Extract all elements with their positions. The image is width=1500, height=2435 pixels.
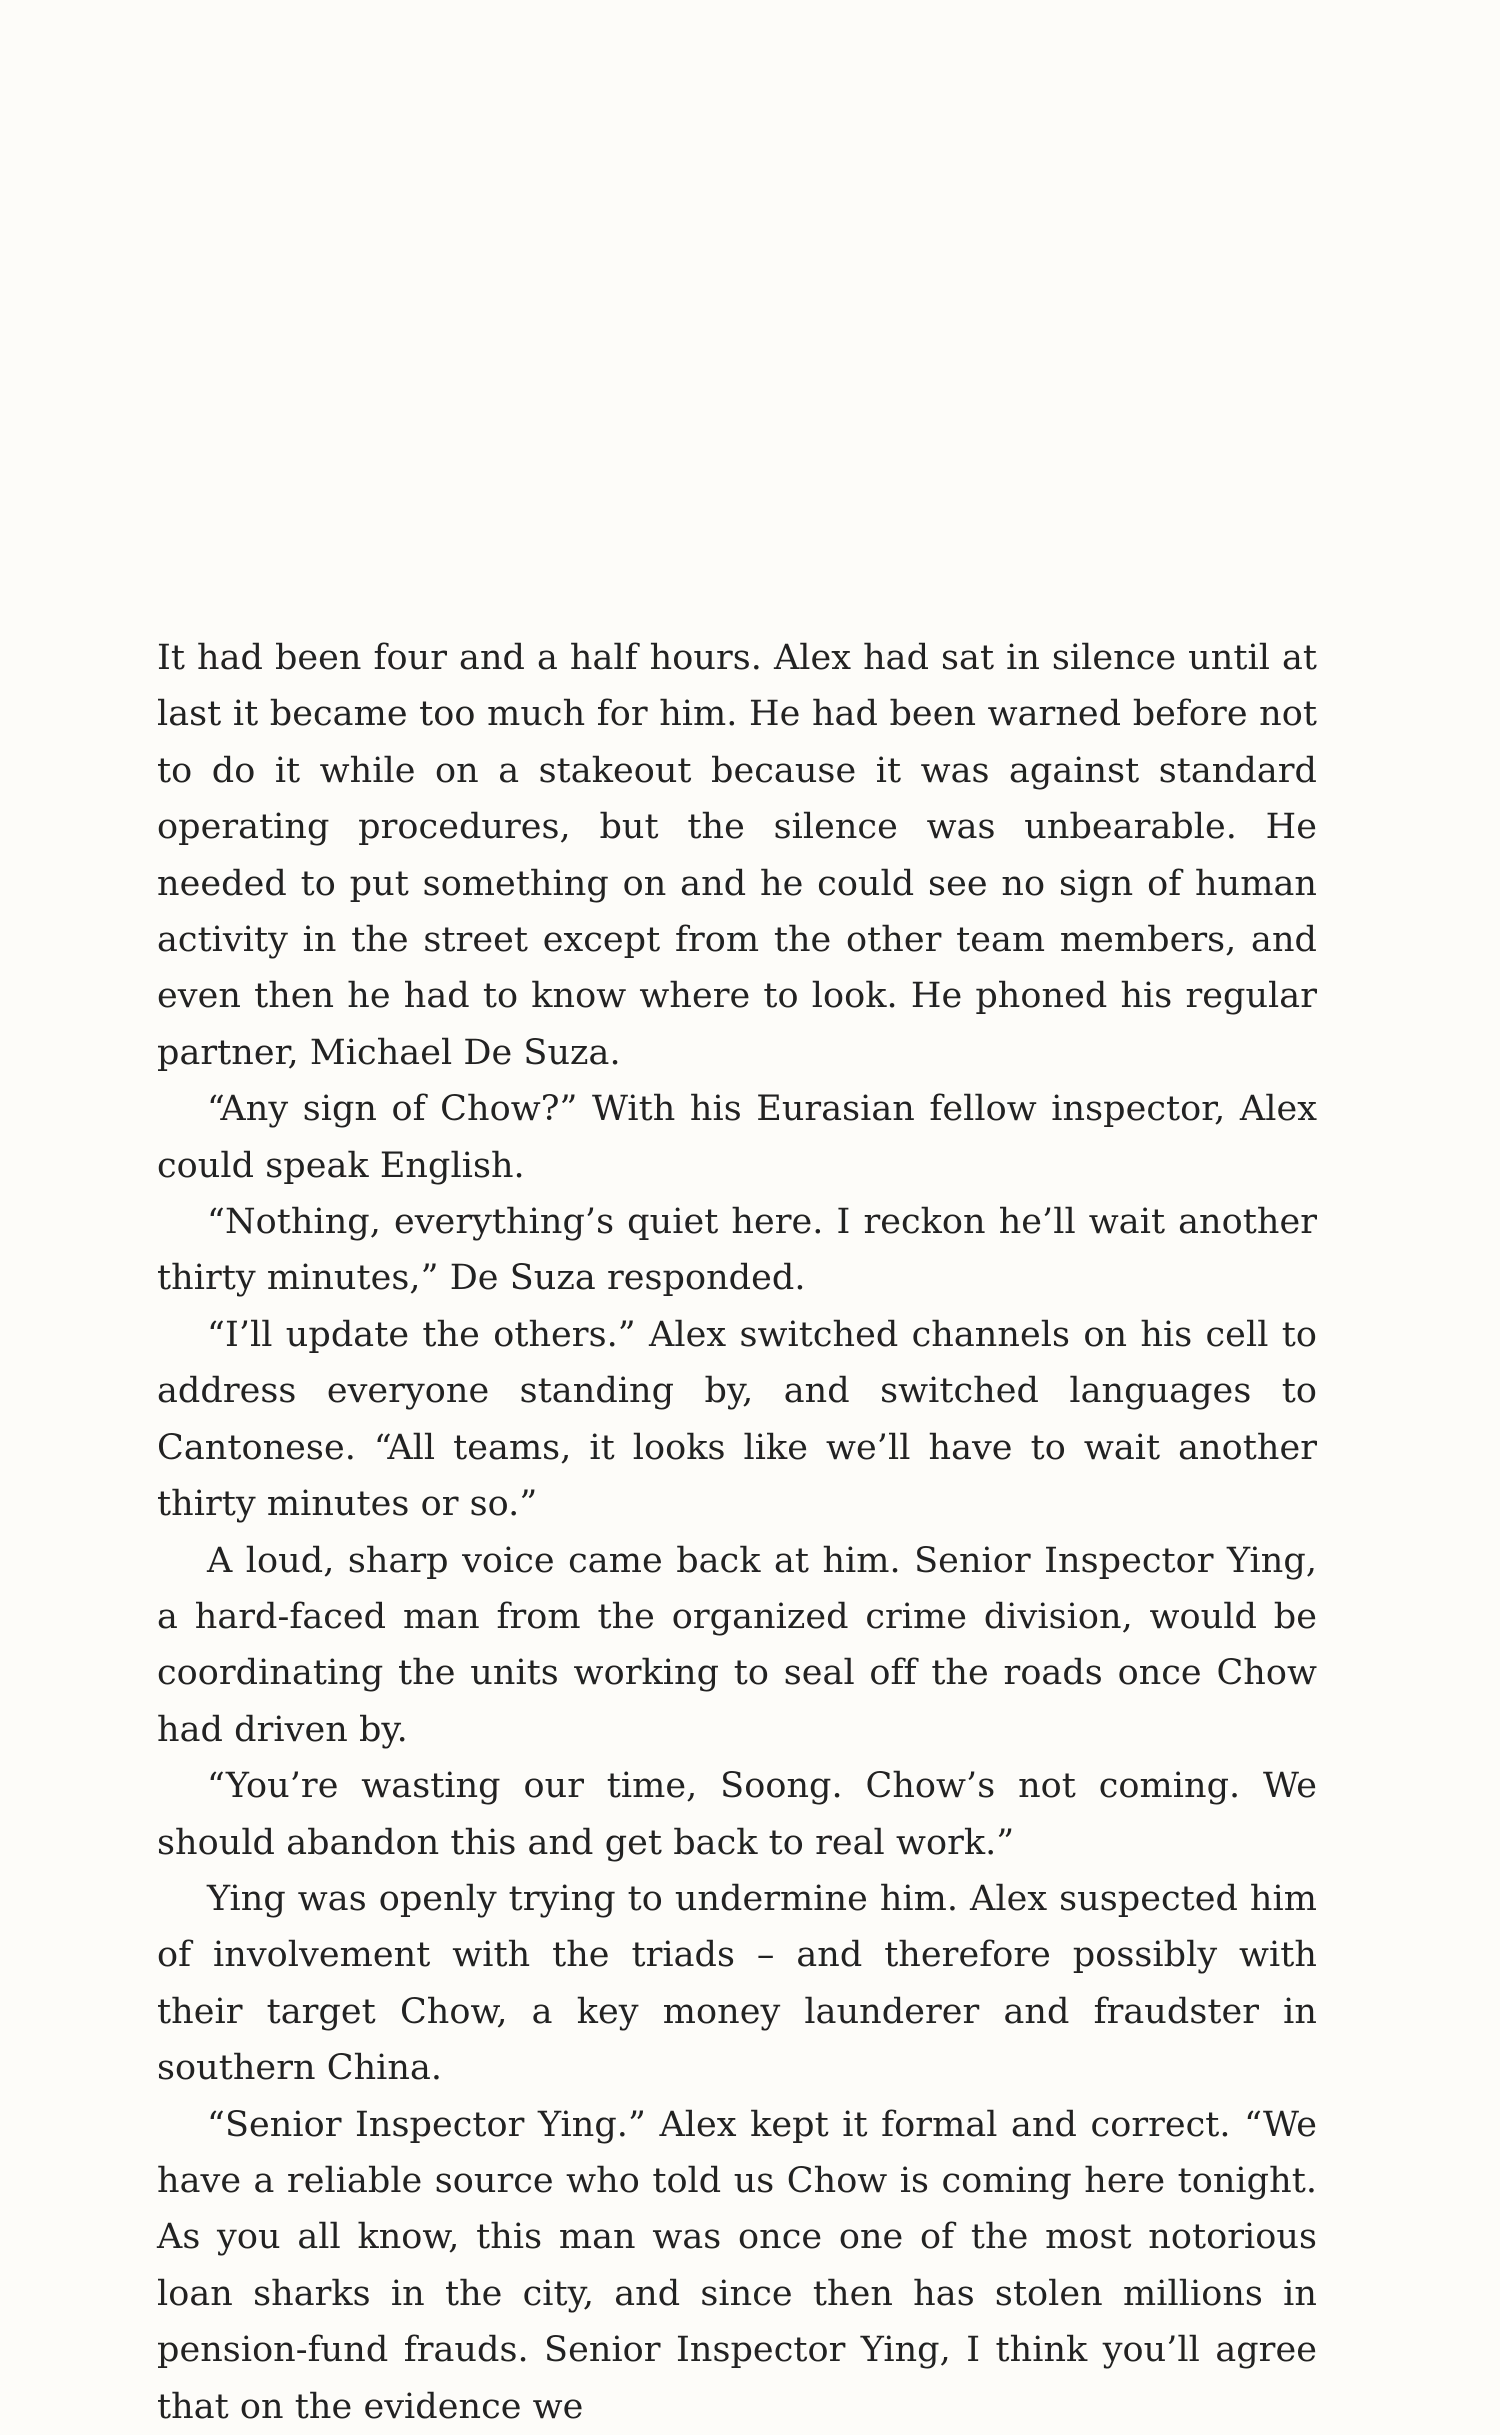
paragraph-1: It had been four and a half hours. Alex had sat in silence until at last it became too much for him. He had been warned before not to do it while on a stakeout because it was against standard operating procedures, but the silence was unbearable. He needed to put something on and he could see no sign of human activity in the street except from the other team members, and even then he had to know where to look. He phoned his regular partner, Michael De Suza. — [157, 638, 1317, 1073]
paragraph-3: “Nothing, everything’s quiet here. I reckon he’ll wait another thirty minutes,” De Suza responded. — [157, 1202, 1317, 1299]
paragraph-4: “I’ll update the others.” Alex switched channels on his cell to address everyone standing by, and switched languages to Cantonese. “All teams, it looks like we’ll have to wait another thirty minutes or so.” — [157, 1314, 1317, 1525]
body-text — [157, 630, 1317, 2435]
paragraph-6: “You’re wasting our time, Soong. Chow’s not coming. We should abandon this and get back to real work.” — [157, 1766, 1317, 1863]
paragraph-5: A loud, sharp voice came back at him. Senior Inspector Ying, a hard-faced man from the organized crime division, would be coordinating the units working to seal off the roads once Chow had driven by. — [157, 1540, 1317, 1750]
paragraph-2: “Any sign of Chow?” With his Eurasian fellow inspector, Alex could speak English. — [157, 1089, 1317, 1186]
paragraph-8: “Senior Inspector Ying.” Alex kept it formal and correct. “We have a reliable source who told us Chow is coming here tonight. As you all know, this man was once one of the most notorious loan sharks in the city, and since then has stolen millions in pension-fund frauds. Senior Inspector Ying, I think you’ll agree that on the evidence we — [157, 2104, 1317, 2427]
paragraph-7: Ying was openly trying to undermine him. Alex suspected him of involvement with the triads – and therefore possibly with their target Chow, a key money launderer and fraudster in southern China. — [157, 1878, 1317, 2089]
